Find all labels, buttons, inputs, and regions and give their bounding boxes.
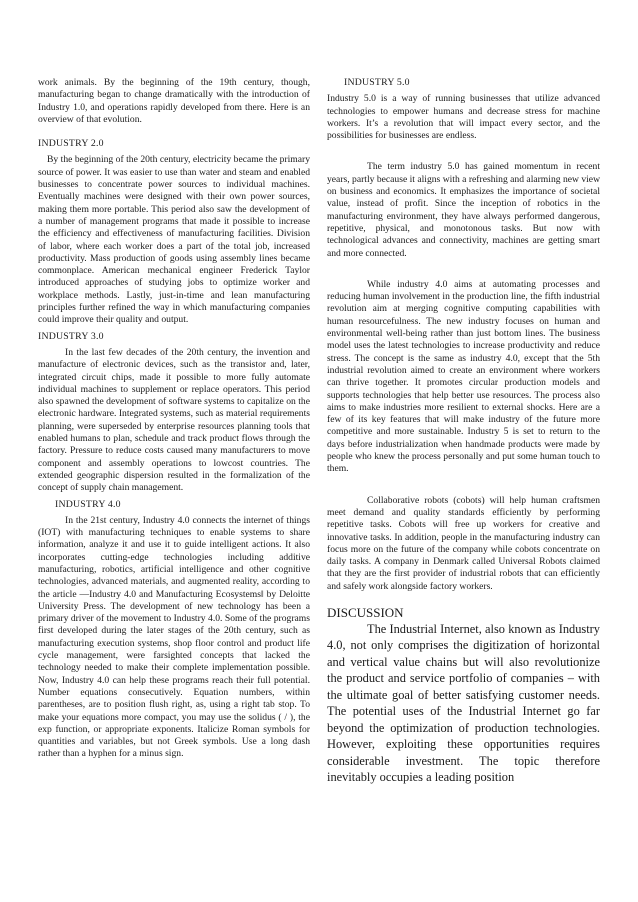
discussion-paragraph: The Industrial Internet, also known as Industry 4.0, not only comprises the digitization of horizontal and vertical value chains but will also revolutionize the product and service portfolio of companies – with the ultimate goal of better satisfying customer needs. The potential uses of the Industrial Internet go far beyond the optimization of production technologies. However, exploiting these opportunities requires considerable investment. The topic therefore inevitably occupies a leading position	[327, 621, 600, 785]
left-column	[38, 77, 310, 761]
automating-paragraph: While industry 4.0 aims at automating processes and reducing human involvement in the production line, the fifth industrial revolution aim at merging cognitive computing capabilities with human resourcefulness. The new industry focuses on human and environmental well-being rather than just bottom lines. The business model uses the latest technologies to increase productivity and reduce stress. The concept is the same as industry 4.0, except that the 5th industrial revolution aimed to create an environment where workers can thrive together. It promotes circular production models and supports technologies that help better use resources. The process also aims to make industries more resilient to external shocks. Here are a few of its key features that will make industry of the future more competitive and more sustainable. Industry 5 is set to return to the days before industrialization when handmade products were made by people who knew the process personally and put some human touch to them.	[327, 278, 600, 475]
industry-4-paragraph: In the 21st century, Industry 4.0 connects the internet of things (IOT) with manufacturing techniques to enable systems to share information, analyze it and use it to guide intelligent actions. It also incorporates cutting-edge technologies including additive manufacturing, robotics, artificial intelligence and other cognitive technologies, advanced materials, and augmented reality, according to the article ―Industry 4.0 and Manufacturing Ecosystems‖ by Deloitte University Press. The development of new technology has been a primary driver of the movement to Industry 4.0. Some of the programs first developed during the later stages of the 20th century, such as manufacturing execution systems, shop floor control and product life cycle management, were farsighted concepts that lacked the technology needed to make their complete implementation possible. Now, Industry 4.0 can help these programs reach their full potential. Number equations consecutively. Equation numbers, within parentheses, are to position flush right, as, using a right tab stop. To make your equations more compact, you may use the solidus ( / ), the exp function, or appropriate exponents. Italicize Roman symbols for quantities and variables, but not Greek symbols. Use a long dash rather than a hyphen for a minus sign.	[38, 514, 310, 760]
cobots-paragraph: Collaborative robots (cobots) will help human craftsmen meet demand and quality standards efficiently by performing repetitive tasks. Cobots will free up workers for creative and innovative tasks. In addition, people in the manufacturing industry can focus more on the future of the company while cobots concentrate on daily tasks. A company in Denmark called Universal Robots claimed that they are the first provider of industrial robots that can efficiently and safely work alongside factory workers.	[327, 494, 600, 592]
right-column	[327, 77, 600, 786]
intro-paragraph: work animals. By the beginning of the 19th century, though, manufacturing began to change dramatically with the introduction of Industry 1.0, and operations rapidly developed from there. Here is an overview of that evolution.	[38, 77, 310, 125]
industry-2-paragraph: By the beginning of the 20th century, electricity became the primary source of power. It was easier to use than water and steam and enabled businesses to concentrate power sources to individual machines. Eventually machines were designed with their own power sources, making them more portable. This period also saw the development of a number of management programs that made it possible to increase the efficiency and effectiveness of manufacturing facilities. Division of labor, where each worker does a part of the total job, increased productivity. Mass production of goods using assembly lines became commonplace. American mechanical engineer Frederick Taylor introduced approaches of studying jobs to optimize worker and workplace methods. Lastly, just-in-time and lean manufacturing principles further refined the way in which manufacturing companies could improve their quality and output.	[38, 154, 310, 326]
discussion-heading: DISCUSSION	[327, 604, 404, 620]
industry-5-heading: INDUSTRY 5.0	[344, 77, 410, 88]
industry-2-heading: INDUSTRY 2.0	[38, 138, 104, 150]
industry-4-heading: INDUSTRY 4.0	[55, 498, 121, 510]
industry-3-paragraph: In the last few decades of the 20th century, the invention and manufacture of electronic devices, such as the transistor and, later, integrated circuit chips, made it possible to more fully automate individual machines to supplement or replace operators. This period also spawned the development of software systems to capitalize on the electronic hardware. Integrated systems, such as material requirements planning, were superseded by enterprise resources planning tools that enabled humans to plan, schedule and track product flows through the factory. Pressure to reduce costs caused many manufacturers to move component and assembly operations to lowcost countries. The extended geographic dispersion resulted in the formalization of the concept of supply chain management.	[38, 346, 310, 494]
industry-5-paragraph: Industry 5.0 is a way of running businesses that utilize advanced technologies to empower humans and decrease stress for machine workers. It’s a revolution that will impact every sector, and the possibilities for businesses are endless.	[327, 93, 600, 142]
momentum-paragraph: The term industry 5.0 has gained momentum in recent years, partly because it aligns with a refreshing and alarming new view on business and economics. It emphasizes the importance of societal value, instead of profit. Since the inception of robotics in the manufacturing environment, they have always performed dangerous, repetitive, physical, and monotonous tasks. But now with technological advances and connectivity, machines are getting smart and more connected.	[327, 161, 600, 259]
industry-3-heading: INDUSTRY 3.0	[38, 330, 104, 342]
